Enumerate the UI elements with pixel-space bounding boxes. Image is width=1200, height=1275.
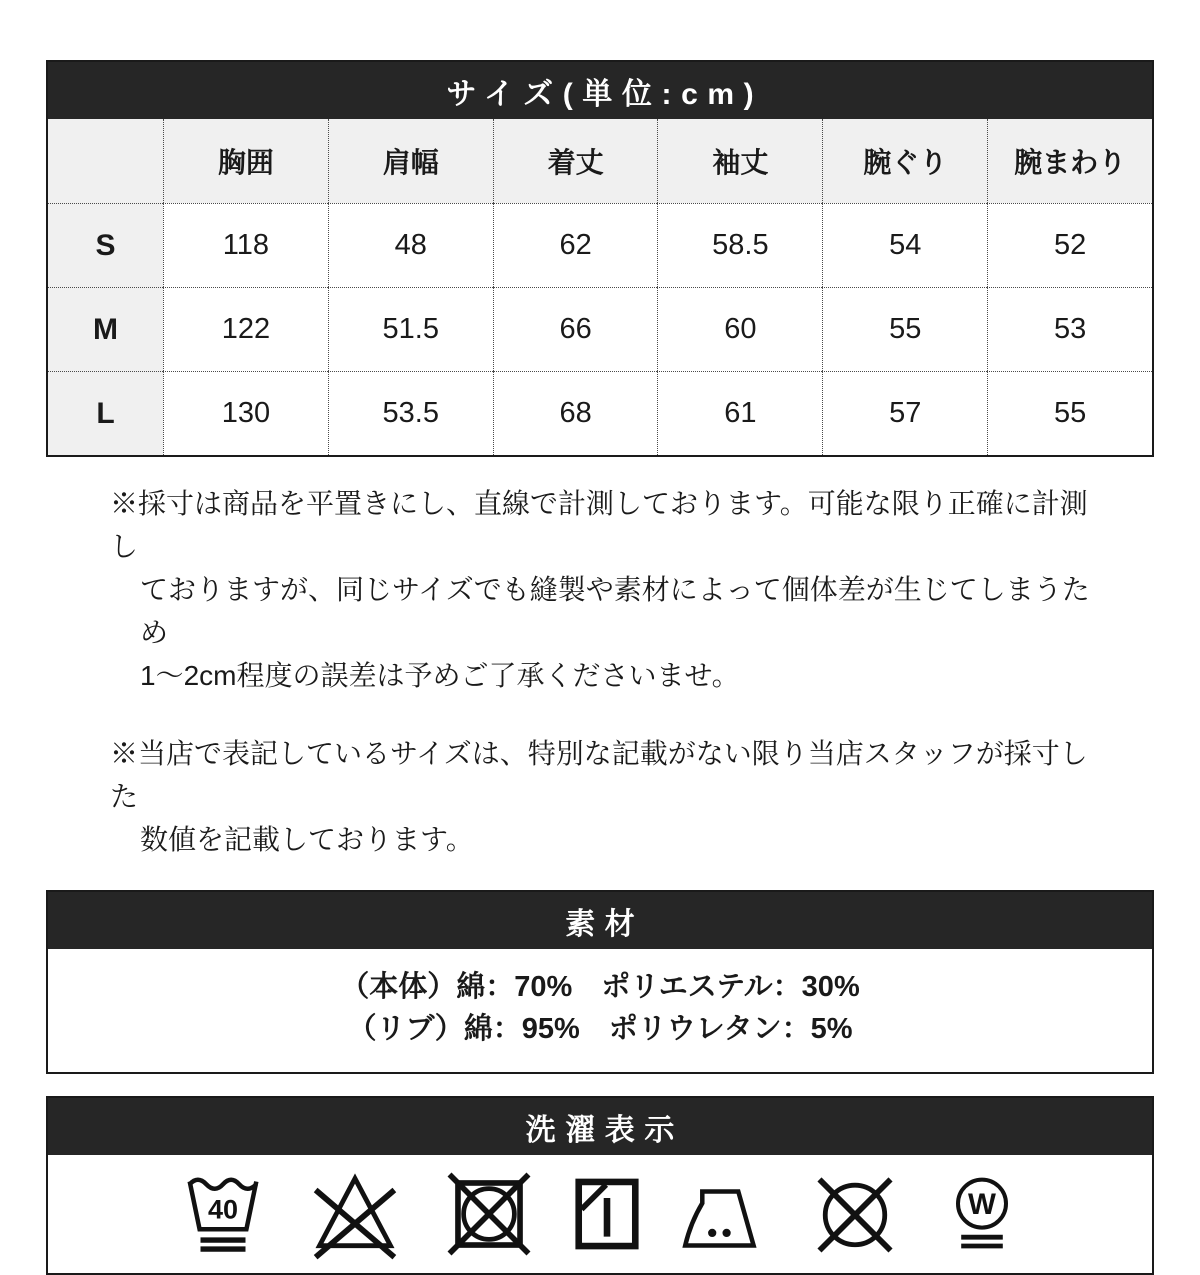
table-cell: 118 [163, 203, 328, 287]
column-header-arm-circumference: 腕まわり [987, 119, 1152, 203]
wet-clean-very-gentle-icon [942, 1166, 1022, 1262]
note-measurement-accuracy [110, 482, 1114, 697]
size-table [48, 119, 1152, 455]
material-body [48, 949, 1152, 1072]
size-table-section [46, 60, 1154, 457]
table-cell: 54 [822, 203, 987, 287]
table-cell: 58.5 [657, 203, 822, 287]
note-line: ておりますが、同じサイズでも縫製や素材によって個体差が生じてしまうため [140, 574, 1090, 648]
page-content [46, 60, 1154, 1275]
table-cell: 51.5 [328, 287, 493, 371]
table-cell: 122 [163, 287, 328, 371]
material-section [46, 890, 1154, 1074]
laundry-care-section [46, 1096, 1154, 1275]
column-header-shoulder: 肩幅 [328, 119, 493, 203]
size-table-title: サイズ(単位:cm) [48, 62, 1152, 119]
iron-medium-heat-icon [678, 1166, 768, 1262]
column-header-sleeve: 袖丈 [657, 119, 822, 203]
material-title: 素材 [48, 892, 1152, 949]
size-row-label-l: L [48, 371, 163, 455]
note-line: ※採寸は商品を平置きにし、直線で計測しております。可能な限り正確に計測し [110, 488, 1088, 562]
do-not-tumble-dry-icon [442, 1166, 536, 1262]
note-line: 数値を記載しております。 [140, 824, 474, 855]
do-not-dry-clean-icon [806, 1166, 904, 1262]
column-header-armhole: 腕ぐり [822, 119, 987, 203]
size-row-label-m: M [48, 287, 163, 371]
note-line: 1〜2cm程度の誤差は予めご了承くださいませ。 [140, 660, 740, 691]
material-line-rib: （リブ）綿：95% ポリウレタン：5% [347, 1013, 853, 1045]
laundry-icons-row [48, 1155, 1152, 1273]
dry-in-shade-icon [574, 1166, 640, 1262]
table-cell: 61 [657, 371, 822, 455]
table-cell: 62 [493, 203, 658, 287]
table-cell: 130 [163, 371, 328, 455]
column-header-chest: 胸囲 [163, 119, 328, 203]
laundry-care-title: 洗濯表示 [48, 1098, 1152, 1155]
column-header-length: 着丈 [493, 119, 658, 203]
table-cell: 57 [822, 371, 987, 455]
size-row-label-s: S [48, 203, 163, 287]
material-line-body: （本体）綿：70% ポリエステル：30% [340, 971, 860, 1003]
svg-text:W: W [968, 1188, 996, 1221]
table-cell: 66 [493, 287, 658, 371]
size-table-corner-cell [48, 119, 163, 203]
table-cell: 68 [493, 371, 658, 455]
table-cell: 55 [987, 371, 1152, 455]
table-cell: 55 [822, 287, 987, 371]
table-cell: 53.5 [328, 371, 493, 455]
table-cell: 53 [987, 287, 1152, 371]
svg-text:40: 40 [207, 1194, 239, 1225]
note-line: ※当店で表記しているサイズは、特別な記載がない限り当店スタッフが採寸した [110, 738, 1088, 812]
table-cell: 60 [657, 287, 822, 371]
table-cell: 48 [328, 203, 493, 287]
do-not-bleach-icon [306, 1166, 404, 1262]
table-cell: 52 [987, 203, 1152, 287]
measurement-notes [46, 482, 1154, 861]
note-staff-measured [110, 732, 1114, 861]
wash-40-very-gentle-icon [178, 1166, 268, 1262]
